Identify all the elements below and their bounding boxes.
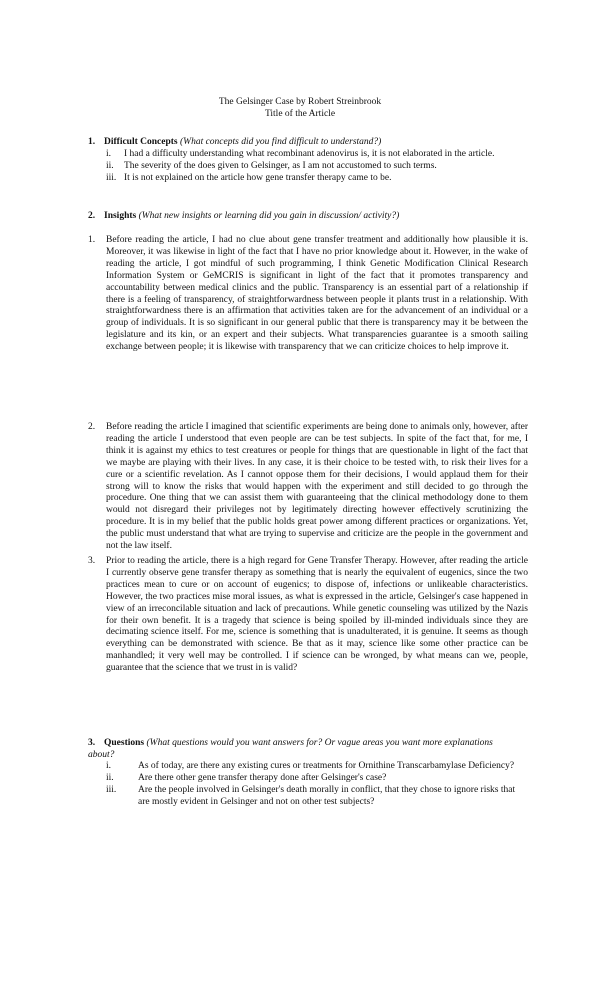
section-prompt: (What questions would you want answers for? Or vague areas you want more explanations about? [88, 738, 493, 760]
section-number: 1. [88, 137, 96, 147]
paragraph-text: Before reading the article I imagined that scientific experiments are being done to animals only, however, after reading the article I understood that even people are can be test subjects. In spite of the fact that, for me, I think it is against my ethics to test creatures or people for things that are questionable in light of the fact that we maybe are playing with their lives. In any case, it is their choice to be tested with, to risk their lives for a cure or a scientific revelation. As I cannot oppose them for their decisions, I would applaud them for their strong will to know the risks that would happen with the experiment and still decided to go through the procedure. One thing that we can assist them with guaranteeing that the clinical methodology done to them would not disregard their privileges not by legitimately directing however effectively scrutinizing the procedure. It is in my belief that the public holds great power among different practices or organizations. Yet, the public must understand that what are trying to supervise and criticize are the people in the government and not the law itself. [106, 422, 528, 552]
list-item [106, 148, 526, 160]
list-item [106, 172, 526, 184]
difficult-concepts-heading [88, 136, 381, 148]
list-item [106, 160, 526, 172]
paragraph-number: 2. [88, 422, 96, 432]
difficult-concepts-list [106, 148, 526, 184]
list-item-number: ii. [106, 161, 114, 171]
list-item [106, 772, 526, 784]
section-title: Insights [104, 211, 137, 221]
insight-paragraph-3 [88, 556, 528, 675]
paragraph-number: 3. [88, 556, 96, 566]
list-item-text: Are the people involved in Gelsinger's death morally in conflict, that they chose to ignore risks that are mostly evident in Gelsinger and not on other test subjects? [138, 785, 516, 807]
insight-paragraph-1 [88, 235, 528, 354]
section-number: 3. [88, 738, 96, 748]
list-item-number: ii. [106, 773, 114, 783]
list-item-number: iii. [106, 785, 117, 795]
list-item-text: Are there other gene transfer therapy done after Gelsinger's case? [138, 773, 387, 783]
list-item-text: It is not explained on the article how gene transfer therapy came to be. [124, 173, 392, 183]
section-prompt: (What new insights or learning did you gain in discussion/ activity?) [138, 211, 400, 221]
insight-paragraph-2 [88, 422, 528, 553]
paragraph-text: Prior to reading the article, there is a high regard for Gene Transfer Therapy. However, after reading the article I currently observe gene transfer therapy as something that is nearly the equivalent of eugenics, since the two practices mean to cure or on account of eugenics; to dispose of, infections or unlikeable characteristics. However, the two practices mise moral issues, as what is expressed in the article, Gelsinger's case happened in view of an irreconcilable situation and lack of precautions. While genetic counseling was utilized by the Nazis for their own benefit. It is a tragedy that science is being spoiled by ill-minded individuals since they are decimating science itself. For me, science is something that is unadulterated, it is genuine. It seems as though everything can be demonstrated with science. Be that as it may, science like some other practice can be manhandled; it very well may be controlled. I if science can be wronged, by what means can we, people, guarantee that the science that we trust in is valid? [106, 556, 528, 674]
list-item-number: i. [106, 761, 112, 771]
list-item-number: i. [106, 149, 112, 159]
insights-heading [88, 210, 399, 222]
section-title: Questions [104, 738, 145, 748]
paragraph-text: Before reading the article, I had no clue about gene transfer treatment and additionally how plausible it is. Moreover, it was likewise in light of the fact that I have no prior knowledge about it. However, in the wake of reading the article, I got mindful of such programming, I think Genetic Modification Clinical Research Information System or GeMCRIS is significant in light of the fact that it promotes transparency and accountability between medical clinics and the public. Transparency is an essential part of a relationship if there is a feeling of transparency, of straightforwardness between people it plants trust in a relationship. With straightforwardness there is an affirmation that activities taken are for the advancement of an individual or a group of individuals. It is so significant in our general public that there is transparency may it be between the legislature and its kin, or an expert and their subjects. What transparencies guarantee is a smooth sailing exchange between people; it is likewise with transparency that we can criticize choices to help improve it. [106, 235, 528, 353]
list-item-text: The severity of the does given to Gelsinger, as I am not accustomed to such terms. [124, 161, 437, 171]
section-title: Difficult Concepts [104, 137, 178, 147]
list-item [106, 784, 526, 808]
list-item-number: iii. [106, 173, 117, 183]
article-subtitle: Title of the Article [264, 109, 336, 119]
questions-list [106, 760, 526, 808]
section-number: 2. [88, 211, 96, 221]
list-item-text: As of today, are there any existing cures or treatments for Ornithine Transcarbamylase Deficiency? [138, 761, 515, 771]
section-prompt: (What concepts did you find difficult to understand?) [180, 137, 382, 147]
paragraph-number: 1. [88, 235, 96, 245]
questions-heading [88, 737, 518, 761]
article-title: The Gelsinger Case by Robert Streinbrook [218, 97, 382, 107]
list-item [106, 760, 526, 772]
list-item-text: I had a difficulty understanding what recombinant adenovirus is, it is not elaborated in the article. [124, 149, 495, 159]
